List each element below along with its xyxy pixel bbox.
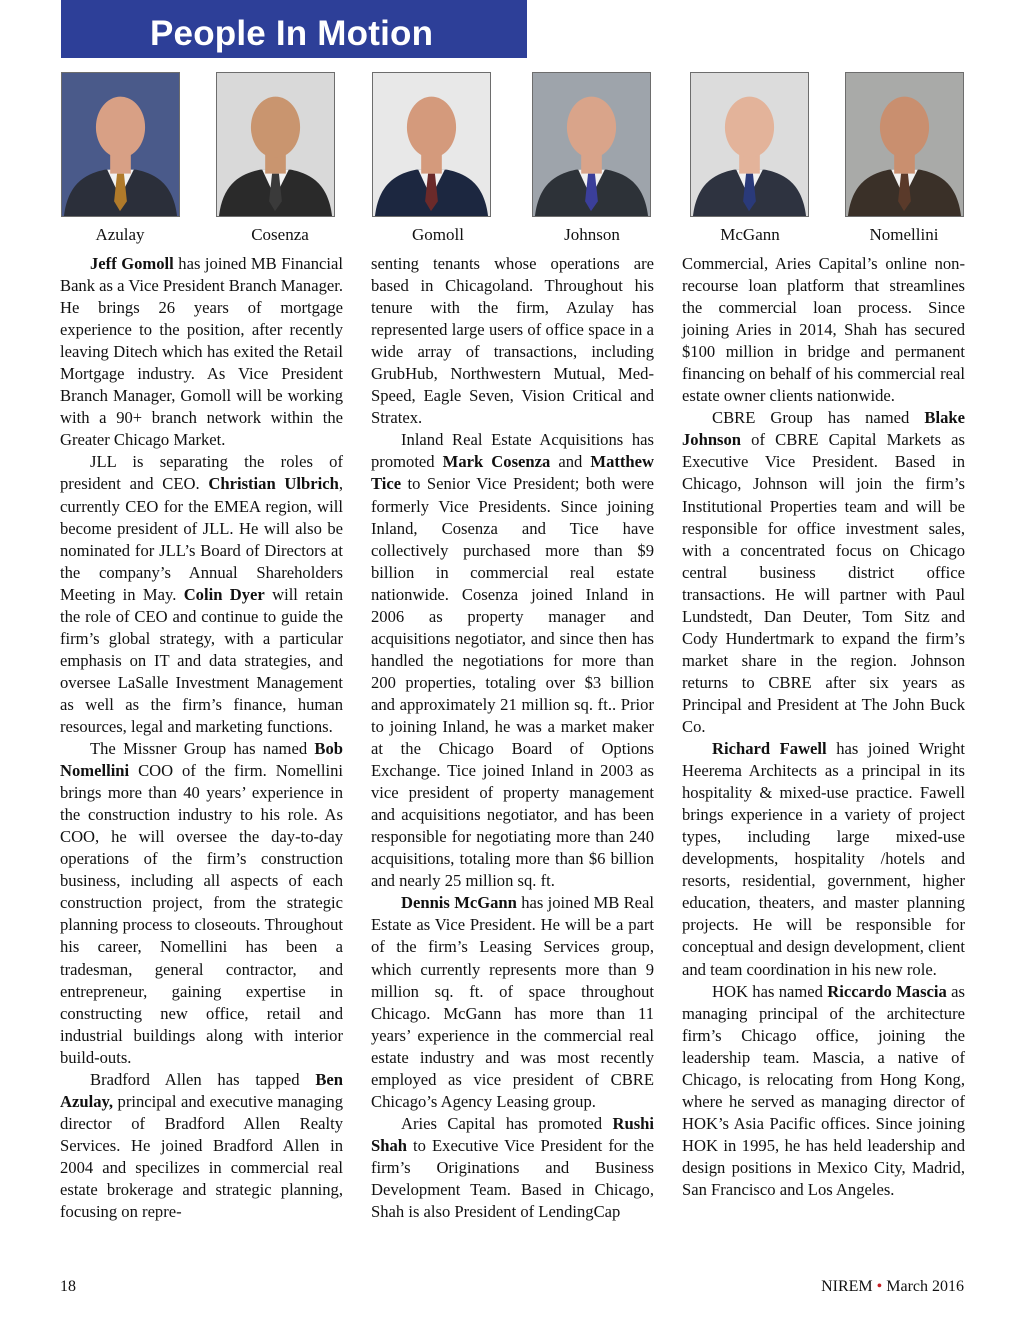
person-name: Jeff Gomoll bbox=[90, 254, 174, 273]
paragraph: JLL is separating the roles of president and CEO. Christian Ulbrich, currently CEO for the EMEA region, will become president of JLL. He will also be nominated for JLL’s Board of Directors at the company’s Annual Shareholders Meeting in May. Colin Dyer will retain the role of CEO and continue to guide the firm’s global strategy, with a particular emphasis on IT and data strategies, and oversee LaSalle Investment Management as well as the firm’s finance, human resources, legal and marketing functions. bbox=[60, 452, 344, 736]
caption-nomellini: Nomellini bbox=[869, 225, 939, 244]
person-name: Dennis McGann bbox=[401, 893, 517, 913]
portrait-face bbox=[880, 97, 929, 158]
headshot-portrait bbox=[846, 73, 963, 216]
person-name: Mark Cosenza bbox=[442, 452, 551, 472]
portrait-face bbox=[567, 97, 616, 158]
portrait-face bbox=[407, 97, 456, 158]
photo-mcgann bbox=[690, 72, 809, 217]
headshot-portrait bbox=[217, 73, 334, 216]
headshot-portrait bbox=[533, 73, 650, 216]
photo-nomellini bbox=[845, 72, 964, 217]
person-name: Riccardo Mascia bbox=[827, 981, 947, 1001]
paragraph: The Missner Group has named Bob Nomellini COO of the firm. Nomellini brings more than 40 years’ experience in the construction industry to his role. As COO, he will oversee the day-to-day operations of the firm’s construction business, including all aspects of each construction project, from the strategic planning process to closeouts. Throughout his career, Nomellini has been a tradesman, general contractor, and entrepreneur, gaining expertise in constructing new office, retail and industrial buildings along with interior build-outs. bbox=[60, 739, 343, 1067]
article-column-1 bbox=[60, 253, 343, 1223]
person-name: Rushi Shah bbox=[371, 1113, 654, 1155]
caption-mcgann: McGann bbox=[720, 225, 780, 244]
portrait-face bbox=[725, 97, 774, 158]
caption-johnson: Johnson bbox=[564, 225, 620, 244]
photo-cosenza bbox=[216, 72, 335, 217]
paragraph: Jeff Gomoll has joined MB Financial Bank as a Vice President Branch Manager. He brings 26 years of mortgage experience to the position, after recently leaving Ditech which has exited the Retail Mortgage industry. As Vice President Branch Manager, Gomoll will be working with a 90+ branch network within the Greater Chicago Market. bbox=[60, 254, 344, 450]
publication-footer bbox=[821, 1277, 964, 1297]
issue-date: March 2016 bbox=[886, 1278, 964, 1295]
photo-azulay bbox=[61, 72, 180, 217]
page-number: 18 bbox=[60, 1278, 76, 1295]
paragraph: Richard Fawell has joined Wright Heerema Architects as a principal in its hospitality & mixed-use practice. Fawell brings experience in a variety of project types, including large mixed-use developments, hospitality /hotels and resorts, residential, government, higher education, theaters, and master planning projects. He will be responsible for conceptual and design development, client and team coordination in his new role. bbox=[682, 739, 965, 979]
photo-gomoll bbox=[372, 72, 491, 217]
headshot-portrait bbox=[373, 73, 490, 216]
bullet-icon: • bbox=[876, 1278, 883, 1295]
photo-johnson bbox=[532, 72, 651, 217]
paragraph: CBRE Group has named Blake Johnson of CBRE Capital Markets as Executive Vice President. Based in Chicago, Johnson will join the firm’s Institutional Properties team and will be responsible for office investment sales, with a concentrated focus on Chicago central business district office transactions. He will partner with Paul Lundstedt, Dan Deuter, Tom Sitz and Cody Hundertmark to expand the firm’s market share in the region. Johnson returns to CBRE after six years as Principal and President at The John Buck Co. bbox=[682, 408, 965, 736]
person-name: Ben Azulay, bbox=[60, 1069, 343, 1111]
paragraph: Inland Real Estate Acquisitions has promoted Mark Cosenza and Matthew Tice to Senior Vice President; both were formerly Vice Presidents. Since joining Inland, Cosenza and Tice have collectively purchased more than $9 billion in commercial real estate nationwide. Cosenza joined Inland in 2006 as property manager and acquisitions negotiator, and since then has handled the negotiations for more than 200 properties, totaling over $3 billion and approximately 21 million sq. ft.. Prior to joining Inland, he was a market maker at the Chicago Board of Options Exchange. Tice joined Inland in 2003 as vice president of property management and acquisitions negotiator, and has been responsible for negotiating more than 240 acquisitions, totaling more than $6 billion and nearly 25 million sq. ft. bbox=[371, 430, 654, 891]
person-name: Christian Ulbrich bbox=[208, 474, 339, 494]
headshot-portrait bbox=[62, 73, 179, 216]
page-title: People In Motion bbox=[150, 14, 434, 53]
portrait-face bbox=[251, 97, 300, 158]
paragraph: Aries Capital has promoted Rushi Shah to Executive Vice President for the firm’s Originations and Business Development Team. Based in Chicago, Shah is also President of LendingCap bbox=[371, 1113, 654, 1222]
paragraph: Dennis McGann has joined MB Real Estate as Vice President. He will be a part of the firm’s Leasing Services group, which currently represents more than 9 million sq. ft. of space throughout Chicago. McGann has more than 11 years’ experience in the commercial real estate industry and was most recently employed as vice president of CBRE Chicago’s Agency Leasing group. bbox=[371, 893, 654, 1111]
paragraph: senting tenants whose operations are based in Chicagoland. Throughout his tenure with the firm, Azulay has represented large users of office space in a wide array of transactions, including GrubHub, Northwestern Mutual, Med-Speed, Eagle Seven, Vision Critical and Stratex. bbox=[371, 254, 654, 428]
article-column-3 bbox=[682, 253, 965, 1201]
person-name: Colin Dyer bbox=[183, 584, 265, 604]
headshot-portrait bbox=[691, 73, 808, 216]
person-name: Blake Johnson bbox=[682, 408, 965, 450]
caption-cosenza: Cosenza bbox=[251, 225, 309, 244]
person-name: Bob Nomellini bbox=[60, 739, 343, 781]
caption-gomoll: Gomoll bbox=[412, 225, 464, 244]
portrait-face bbox=[96, 97, 145, 158]
paragraph: Bradford Allen has tapped Ben Azulay, principal and executive managing director of Bradford Allen Realty Services. He joined Bradford Allen in 2004 and specilizes in commercial real estate brokerage and strategic planning, focusing on repre- bbox=[60, 1069, 343, 1222]
person-name: Matthew Tice bbox=[371, 452, 654, 494]
paragraph: Commercial, Aries Capital’s online non-recourse loan platform that streamlines the commercial loan process. Since joining Aries in 2014, Shah has secured $100 million in bridge and permanent financing on behalf of his commercial real estate owner clients nationwide. bbox=[682, 254, 965, 406]
publication-name: NIREM bbox=[821, 1278, 873, 1295]
caption-azulay: Azulay bbox=[95, 225, 145, 244]
article-column-2 bbox=[371, 253, 654, 1223]
paragraph: HOK has named Riccardo Mascia as managing principal of the architecture firm’s Chicago office, joining the leadership team. Mascia, a native of Chicago, is relocating from Hong Kong, where he served as managing director of HOK’s Asia Pacific offices. Since joining HOK in 1995, he has held leadership and design positions in Mexico City, Madrid, San Francisco and Los Angeles. bbox=[682, 981, 965, 1199]
person-name: Richard Fawell bbox=[712, 739, 827, 759]
